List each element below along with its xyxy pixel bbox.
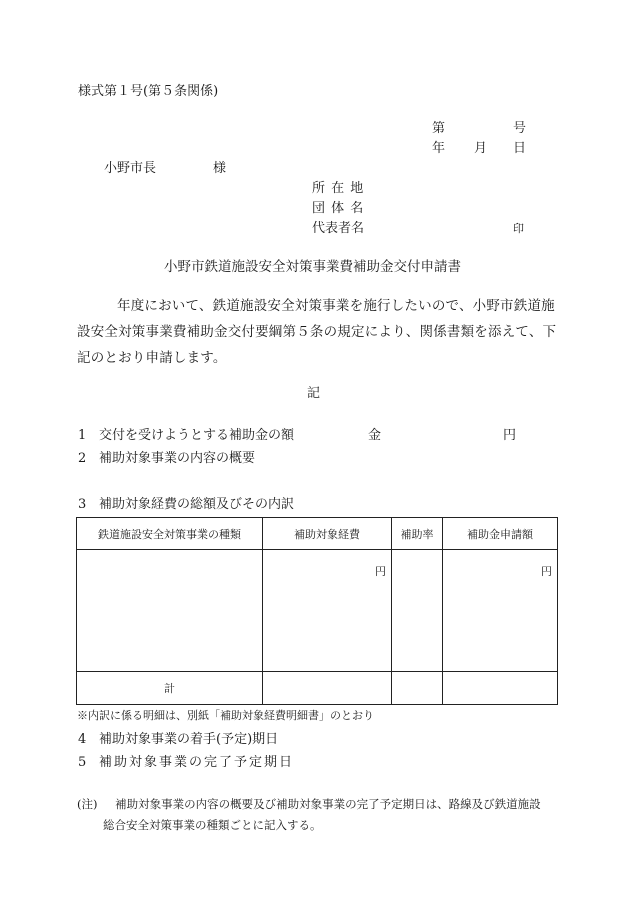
eligible-cost-cell[interactable]	[263, 550, 392, 672]
month-label: 月	[474, 141, 488, 156]
address-label: 所 在 地	[312, 181, 365, 196]
type-cell[interactable]	[77, 550, 263, 672]
expense-table	[76, 517, 558, 705]
item2-number: 2	[78, 451, 87, 466]
item2-text: 補助対象事業の内容の概要	[99, 451, 256, 466]
table-body-row	[77, 550, 558, 672]
item1-number: 1	[78, 428, 87, 443]
header-rate: 補助率	[392, 518, 443, 550]
requested-amount-unit: 円	[541, 565, 552, 578]
eligible-cost-unit: 円	[375, 565, 386, 578]
rate-cell[interactable]	[392, 550, 443, 672]
item3-number: 3	[78, 497, 87, 512]
table-header-row	[77, 518, 558, 550]
item5-text: 補助対象事業の完了予定期日	[99, 755, 295, 770]
addressee-name: 小野市長	[104, 161, 157, 176]
form-number: 様式第１号(第５条関係)	[78, 84, 219, 99]
footnote	[77, 794, 562, 836]
header-eligible-cost: 補助対象経費	[263, 518, 392, 550]
number-label: 第	[432, 121, 446, 136]
table-total-row	[77, 672, 558, 705]
footnote-line1: 補助対象事業の内容の概要及び補助対象事業の完了予定期日は、路線及び鉄道施設	[115, 797, 541, 811]
item4-number: 4	[78, 732, 87, 747]
org-label: 団 体 名	[312, 201, 365, 216]
item4-text: 補助対象事業の着手(予定)期日	[99, 732, 279, 747]
table-note: ※内訳に係る明細は、別紙「補助対象経費明細書」のとおり	[77, 709, 374, 722]
header-requested-amount: 補助金申請額	[443, 518, 558, 550]
total-eligible-cost-cell[interactable]	[263, 672, 392, 705]
rep-label: 代表者名	[312, 221, 365, 236]
total-label: 計	[77, 672, 263, 705]
item1-kin: 金	[368, 428, 382, 443]
header-type: 鉄道施設安全対策事業の種類	[77, 518, 263, 550]
document-title: 小野市鉄道施設安全対策事業費補助金交付申請書	[164, 259, 461, 275]
addressee-honorific: 様	[213, 161, 227, 176]
footnote-label: (注)	[77, 797, 98, 811]
seal-mark: 印	[513, 222, 524, 235]
total-requested-amount-cell[interactable]	[443, 672, 558, 705]
item3-text: 補助対象経費の総額及びその内訳	[99, 497, 295, 512]
total-rate-cell[interactable]	[392, 672, 443, 705]
item1-yen: 円	[503, 428, 517, 443]
year-label: 年	[432, 141, 446, 156]
requested-amount-cell[interactable]	[443, 550, 558, 672]
ki-heading: 記	[307, 386, 321, 401]
body-paragraph: 年度において、鉄道施設安全対策事業を施行したいので、小野市鉄道施設安全対策事業費補助金交付要綱第５条の規定により、関係書類を添えて、下記のとおり申請します。	[77, 298, 557, 366]
item1-text: 交付を受けようとする補助金の額	[99, 428, 295, 443]
day-label: 日	[513, 141, 527, 156]
number-suffix: 号	[513, 121, 527, 136]
item5-number: 5	[78, 755, 87, 770]
footnote-line2: 総合安全対策事業の種類ごとに記入する。	[103, 818, 322, 832]
